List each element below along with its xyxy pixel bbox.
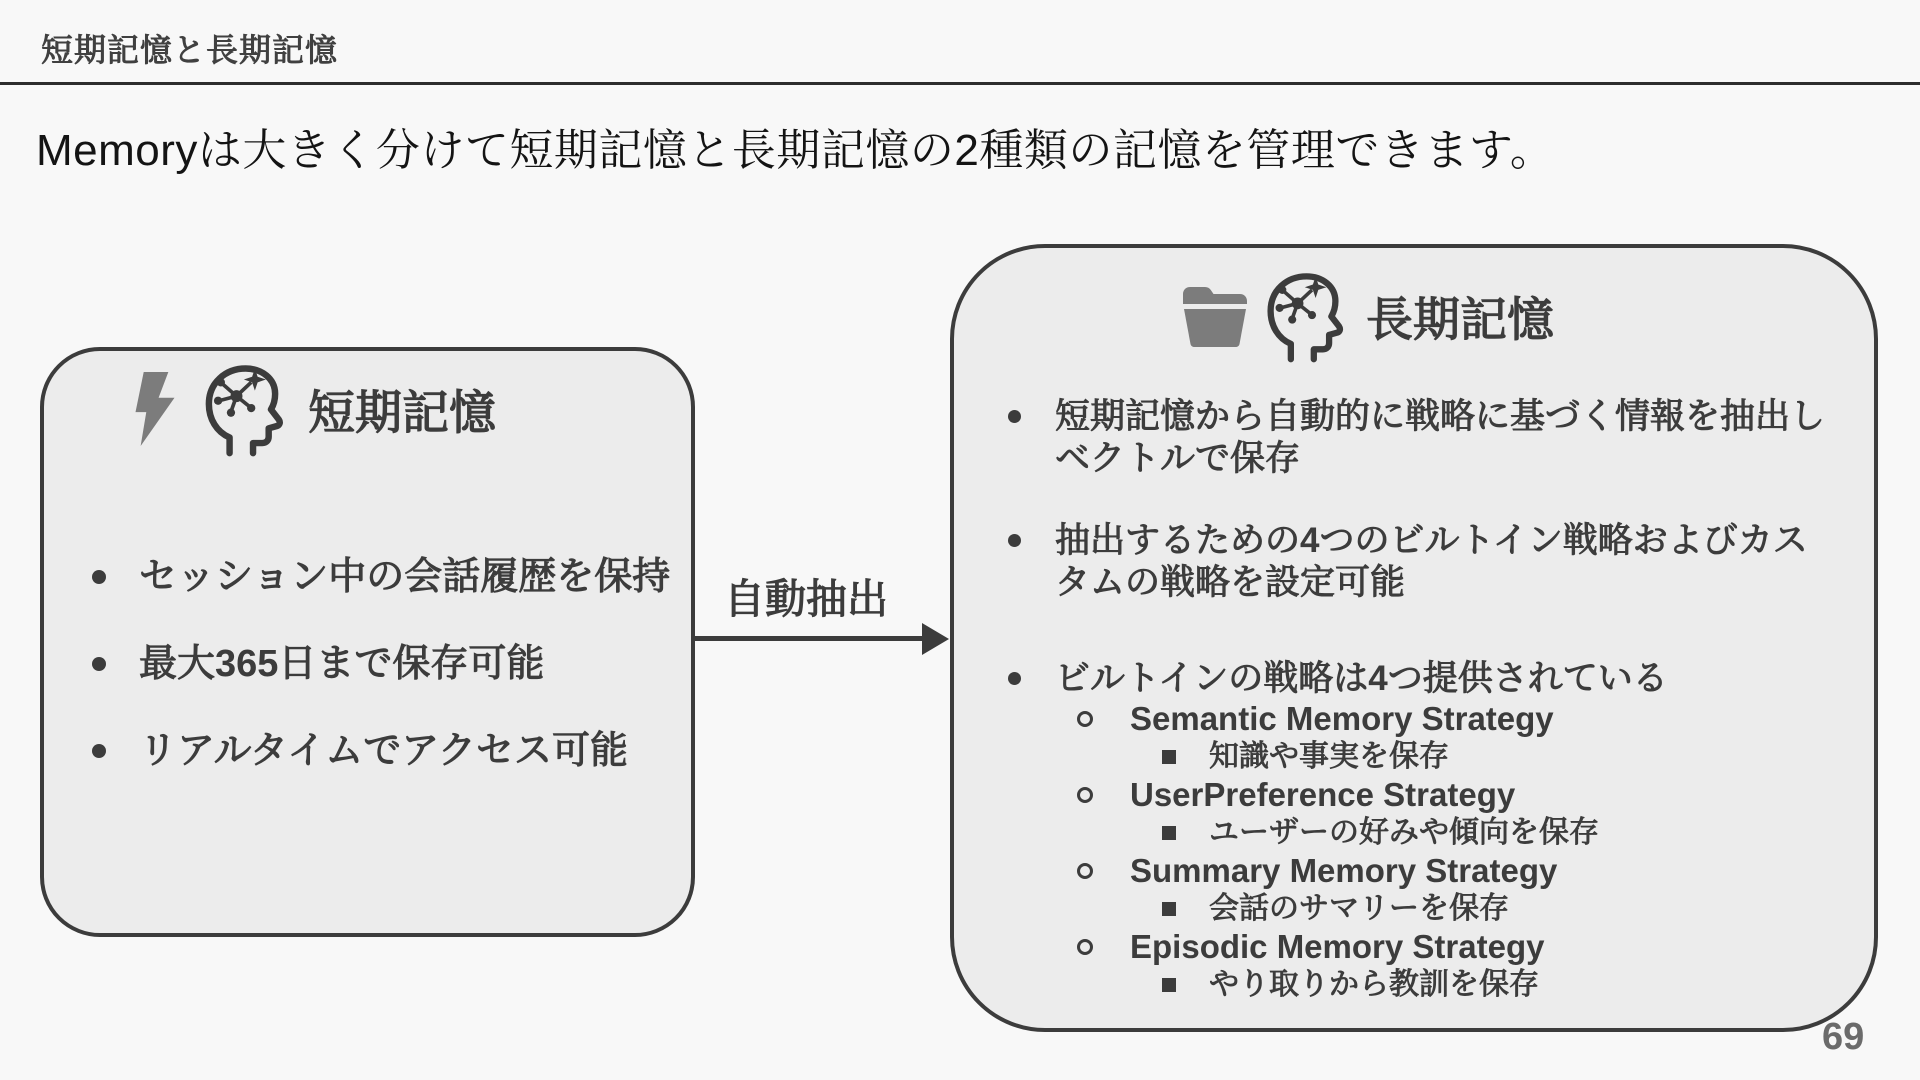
strategy-description: やり取りから教訓を保存 xyxy=(1209,968,1539,1001)
short-term-bullet-list xyxy=(92,557,670,771)
square-bullet-icon xyxy=(1162,978,1176,992)
bullet-text: セッション中の会話履歴を保持 xyxy=(139,556,671,598)
long-term-card-header xyxy=(1180,264,1554,368)
bullet-dot-icon xyxy=(92,570,106,584)
list-item xyxy=(92,731,670,771)
strategy-description: ユーザーの好みや傾向を保存 xyxy=(1209,816,1599,849)
square-bullet-icon xyxy=(1162,826,1176,840)
strategy-sublist xyxy=(1008,700,1838,1004)
list-item xyxy=(92,557,670,597)
bullet-dot-icon xyxy=(1008,672,1021,685)
strategy-item xyxy=(1008,776,1838,814)
strategy-description-item xyxy=(1008,966,1838,1004)
bullet-text: ビルトインの戦略は4つ提供されている xyxy=(1055,659,1668,698)
bullet-dot-icon xyxy=(92,744,106,758)
bullet-text: 抽出するための4つのビルトイン戦略およびカス xyxy=(1055,521,1808,560)
slide-title: 短期記憶と長期記憶 xyxy=(41,32,339,68)
strategy-name: Summary Memory Strategy xyxy=(1130,852,1558,889)
strategy-name: UserPreference Strategy xyxy=(1130,776,1516,813)
strategy-description-item xyxy=(1008,890,1838,928)
bullet-text: タムの戦略を設定可能 xyxy=(1055,563,1406,602)
circle-bullet-icon xyxy=(1077,711,1093,727)
bullet-text: 最大365日まで保存可能 xyxy=(139,643,545,685)
strategy-description-item xyxy=(1008,738,1838,776)
bullet-text: リアルタイムでアクセス可能 xyxy=(139,730,629,772)
strategy-item xyxy=(1008,852,1838,890)
strategy-item xyxy=(1008,700,1838,738)
strategy-description: 会話のサマリーを保存 xyxy=(1209,892,1509,925)
list-item xyxy=(1008,520,1838,604)
square-bullet-icon xyxy=(1162,902,1176,916)
title-divider xyxy=(0,82,1920,85)
page-number: 69 xyxy=(1822,1016,1865,1058)
short-term-memory-card xyxy=(40,347,695,937)
folder-icon xyxy=(1180,283,1250,349)
circle-bullet-icon xyxy=(1077,939,1093,955)
bullet-text: 短期記憶から自動的に戦略に基づく情報を抽出し xyxy=(1055,397,1826,436)
arrow-right-icon xyxy=(694,636,926,641)
square-bullet-icon xyxy=(1162,750,1176,764)
list-item xyxy=(1008,396,1838,480)
long-term-bullet-list xyxy=(1008,396,1838,1004)
head-network-icon xyxy=(196,358,288,460)
strategy-item xyxy=(1008,928,1838,966)
bullet-dot-icon xyxy=(1008,410,1021,423)
bullet-dot-icon xyxy=(92,657,106,671)
circle-bullet-icon xyxy=(1077,787,1093,803)
strategy-name: Semantic Memory Strategy xyxy=(1130,700,1554,737)
lightning-icon xyxy=(132,370,178,448)
head-network-icon xyxy=(1258,266,1348,366)
short-term-card-title: 短期記憶 xyxy=(308,385,496,439)
strategy-name: Episodic Memory Strategy xyxy=(1130,928,1545,965)
list-item xyxy=(1008,658,1838,700)
bullet-text: ベクトルで保存 xyxy=(1055,439,1301,478)
slide-subtitle: Memoryは大きく分けて短期記憶と長期記憶の2種類の記憶を管理できます。 xyxy=(36,126,1555,175)
arrow-right-head-icon xyxy=(922,623,949,655)
strategy-description: 知識や事実を保存 xyxy=(1209,740,1449,773)
list-item xyxy=(92,644,670,684)
long-term-memory-card xyxy=(950,244,1878,1032)
bullet-dot-icon xyxy=(1008,534,1021,547)
long-term-card-title: 長期記憶 xyxy=(1366,292,1554,346)
short-term-card-header xyxy=(132,357,496,461)
arrow-label: 自動抽出 xyxy=(724,576,888,622)
strategy-description-item xyxy=(1008,814,1838,852)
circle-bullet-icon xyxy=(1077,863,1093,879)
